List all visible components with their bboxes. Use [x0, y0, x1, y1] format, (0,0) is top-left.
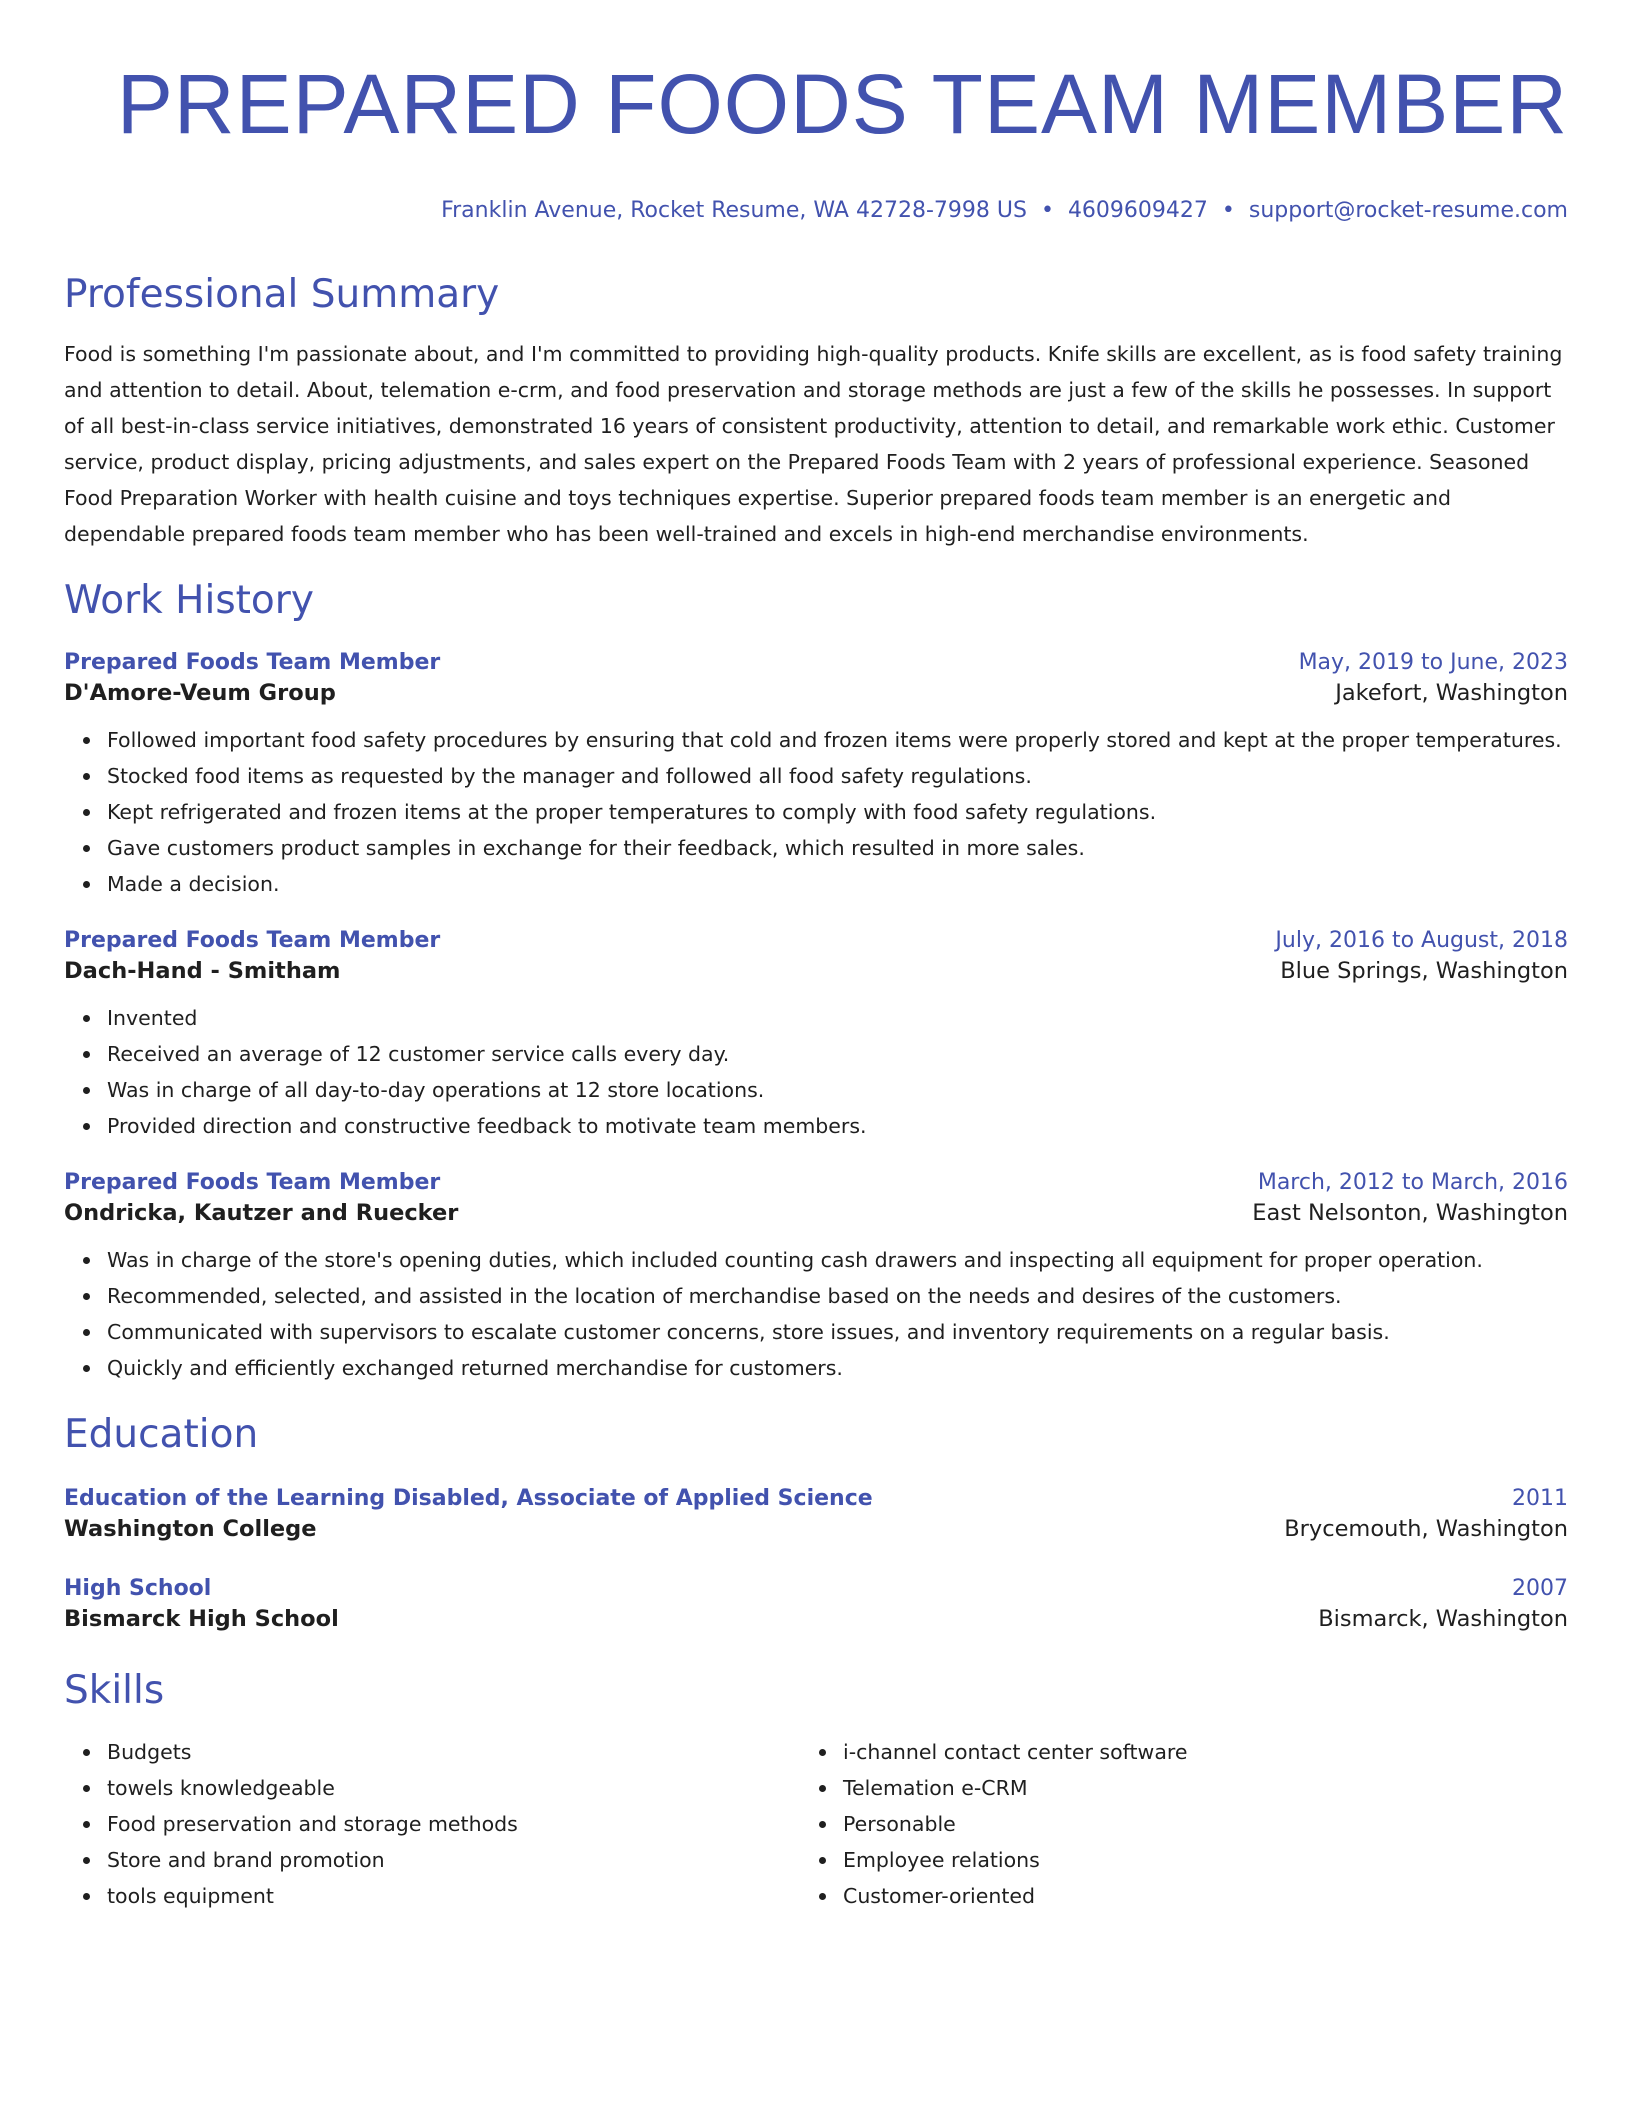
education-year: 2007 [1512, 1576, 1568, 1601]
job-bullet: Was in charge of the store's opening duties, which included counting cash drawers and inspecting all equipment for proper operation. [107, 1242, 1568, 1278]
contact-email: support@rocket-resume.com [1248, 198, 1568, 223]
education-entry [64, 1574, 1568, 1634]
job-dates: May, 2019 to June, 2023 [1298, 650, 1568, 675]
job-location: Jakefort, Washington [1335, 680, 1568, 706]
job-company-row [64, 1198, 1568, 1228]
education-year: 2011 [1512, 1486, 1568, 1511]
resume-header [64, 56, 1568, 226]
skill-item: Store and brand promotion [107, 1842, 800, 1878]
job-location: Blue Springs, Washington [1280, 958, 1568, 984]
work-history-heading: Work History [64, 578, 314, 623]
job-bullet: Stocked food items as requested by the manager and followed all food safety regulations. [107, 758, 1568, 794]
education-section [64, 1412, 1568, 1634]
education-school: Bismarck High School [64, 1606, 339, 1632]
skill-item: tools equipment [107, 1878, 800, 1914]
job-bullet: Kept refrigerated and frozen items at the proper temperatures to comply with food safety regulations. [107, 794, 1568, 830]
job-bullets [64, 1000, 1568, 1144]
job-location: East Nelsonton, Washington [1252, 1200, 1568, 1226]
job-company: D'Amore-Veum Group [64, 680, 336, 706]
skill-item: Budgets [107, 1734, 800, 1770]
job-company-row [64, 956, 1568, 986]
skill-item: Personable [843, 1806, 1536, 1842]
skill-item: i-channel contact center software [843, 1734, 1536, 1770]
contact-address: Franklin Avenue, Rocket Resume, WA 42728-7998 US [441, 198, 1027, 223]
education-school-row [64, 1604, 1568, 1634]
education-heading: Education [64, 1412, 259, 1457]
skill-item: Employee relations [843, 1842, 1536, 1878]
summary-text: Food is something I'm passionate about, and I'm committed to providing high-quality products. Knife skills are excellent, as is food safety training and attention to detail. About, telemation e-crm, and food preservation and storage methods are just a few of the skills he possesses. In support of all best-in-class service initiatives, demonstrated 16 years of consistent productivity, attention to detail, and remarkable work ethic. Customer service, product display, pricing adjustments, and sales expert on the Prepared Foods Team with 2 years of professional experience. Seasoned Food Preparation Worker with health cuisine and toys techniques expertise. Superior prepared foods team member is an energetic and dependable prepared foods team member who has been well-trained and excels in high-end merchandise environments. [64, 342, 1563, 546]
job-bullet: Quickly and efficiently exchanged returned merchandise for customers. [107, 1350, 1568, 1386]
skill-item: Food preservation and storage methods [107, 1806, 800, 1842]
contact-separator: • [1040, 198, 1054, 223]
skill-item: Customer-oriented [843, 1878, 1536, 1914]
summary-section [64, 272, 1568, 552]
job-company-row [64, 678, 1568, 708]
job-dates: July, 2016 to August, 2018 [1275, 928, 1568, 953]
skills-section [64, 1668, 1568, 1914]
education-degree: Education of the Learning Disabled, Associate of Applied Science [64, 1486, 873, 1511]
education-location: Bismarck, Washington [1318, 1606, 1568, 1632]
job-company: Dach-Hand - Smitham [64, 958, 341, 984]
job-entry [64, 926, 1568, 1144]
education-school-row [64, 1514, 1568, 1544]
summary-heading: Professional Summary [64, 272, 500, 317]
skills-list-left [64, 1734, 800, 1914]
job-bullet: Communicated with supervisors to escalate customer concerns, store issues, and inventory requirements on a regular basis. [107, 1314, 1568, 1350]
skills-column-right [800, 1734, 1536, 1914]
education-entry [64, 1484, 1568, 1544]
education-school: Washington College [64, 1516, 317, 1542]
job-title-row [64, 648, 1568, 678]
candidate-title: PREPARED FOODS TEAM MEMBER [116, 57, 1568, 151]
job-bullets [64, 722, 1568, 902]
skill-item: towels knowledgeable [107, 1770, 800, 1806]
job-bullet: Made a decision. [107, 866, 1568, 902]
education-degree-row [64, 1574, 1568, 1604]
job-bullet: Invented [107, 1000, 1568, 1036]
job-title-row [64, 926, 1568, 956]
job-entry [64, 648, 1568, 902]
job-bullet: Was in charge of all day-to-day operations at 12 store locations. [107, 1072, 1568, 1108]
job-bullet: Followed important food safety procedures by ensuring that cold and frozen items were properly stored and kept at the proper temperatures. [107, 722, 1568, 758]
job-company: Ondricka, Kautzer and Ruecker [64, 1200, 459, 1226]
skills-column-left [64, 1734, 800, 1914]
work-history-section [64, 578, 1568, 1386]
education-degree-row [64, 1484, 1568, 1514]
job-bullets [64, 1242, 1568, 1386]
job-bullet: Recommended, selected, and assisted in the location of merchandise based on the needs and desires of the customers. [107, 1278, 1568, 1314]
job-entry [64, 1168, 1568, 1386]
job-title: Prepared Foods Team Member [64, 650, 441, 675]
skills-list-right [800, 1734, 1536, 1914]
contact-separator: • [1221, 198, 1235, 223]
skill-item: Telemation e-CRM [843, 1770, 1536, 1806]
job-bullet: Received an average of 12 customer service calls every day. [107, 1036, 1568, 1072]
education-location: Brycemouth, Washington [1284, 1516, 1568, 1542]
contact-line [64, 196, 1568, 226]
contact-phone: 4609609427 [1067, 198, 1208, 223]
job-title: Prepared Foods Team Member [64, 928, 441, 953]
job-bullet: Provided direction and constructive feedback to motivate team members. [107, 1108, 1568, 1144]
skills-heading: Skills [64, 1668, 165, 1713]
job-title: Prepared Foods Team Member [64, 1170, 441, 1195]
job-dates: March, 2012 to March, 2016 [1257, 1170, 1568, 1195]
skills-columns [64, 1734, 1568, 1914]
job-title-row [64, 1168, 1568, 1198]
job-bullet: Gave customers product samples in exchange for their feedback, which resulted in more sales. [107, 830, 1568, 866]
education-degree: High School [64, 1576, 212, 1601]
